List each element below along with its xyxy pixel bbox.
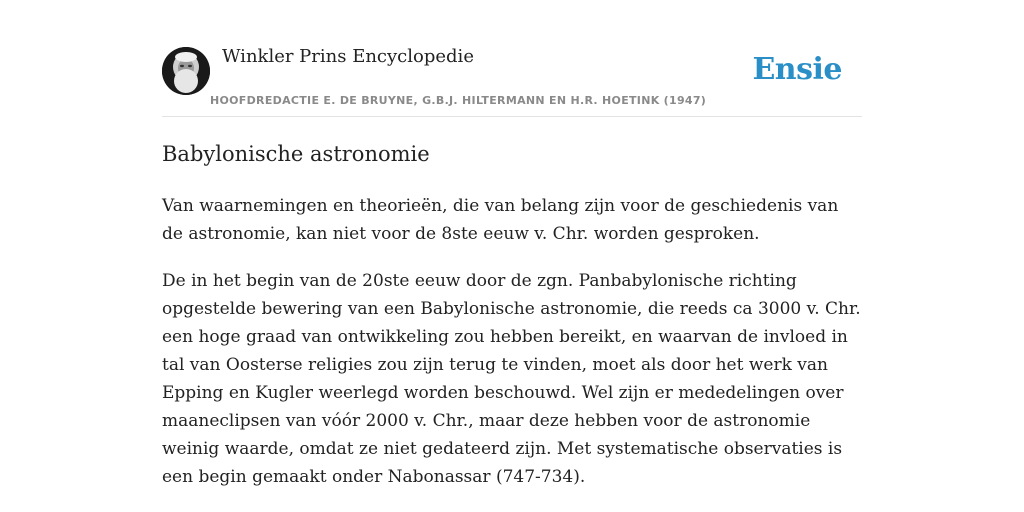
article-paragraph: Van waarnemingen en theorieën, die van belang zijn voor de geschiedenis van de astronomie, kan niet voor de 8ste eeuw v. Chr. worden gesproken. (162, 196, 839, 244)
author-avatar (162, 47, 210, 95)
article-paragraph: De in het begin van de 20ste eeuw door de zgn. Panbabylonische richting opgestelde bewering van een Babylonische astronomie, die reeds ca 3000 v. Chr. een hoge graad van ontwikkeling zou hebben bereikt, en waarvan de invloed in tal van Oosterse religies zou zijn terug te vinden, moet als door het werk van Epping en Kugler weerlegd worden beschouwd. Wel zijn er mededelingen over maaneclipsen van vóór 2000 v. Chr., maar deze hebben voor de astronomie weinig waarde, omdat ze niet gedateerd zijn. Met systematische observaties is een begin gemaakt onder Nabonassar (747-734). (162, 271, 861, 487)
source-title[interactable]: Winkler Prins Encyclopedie (222, 46, 474, 67)
source-credits: HOOFDREDACTIE E. DE BRUYNE, G.B.J. HILTERMANN EN H.R. HOETINK (1947) (210, 94, 707, 107)
article (162, 138, 862, 510)
source-header (162, 44, 862, 117)
article-body (162, 192, 862, 491)
bearded-man-portrait-icon (162, 47, 210, 95)
article-title: Babylonische astronomie (162, 142, 430, 166)
brand-logo-link[interactable]: Ensie (752, 52, 842, 87)
